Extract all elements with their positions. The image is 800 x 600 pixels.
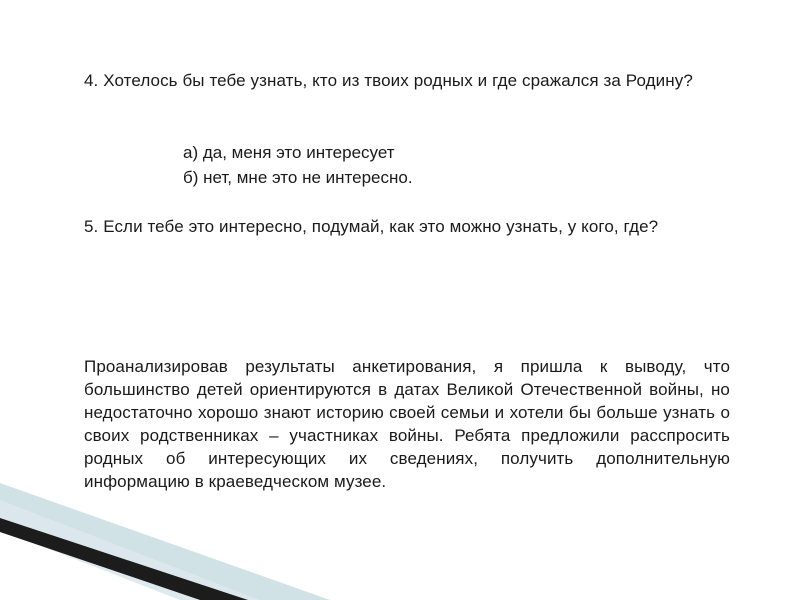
question-4: 4. Хотелось бы тебе узнать, кто из твоих родных и где сражался за Родину? (84, 71, 693, 90)
answer-option-a: а) да, меня это интересует (183, 143, 395, 162)
swoosh-light-band-2 (0, 500, 260, 600)
conclusion-paragraph: Проанализировав результаты анкетирования, я пришла к выводу, что большинство детей ориентируются в датах Великой Отечественной войны, но недостаточно хорошо знают историю своей семьи и хотели бы больше узнать о своих родственниках – участниках войны. Ребята предложили расспросить родных об интересующих их сведениях, получить дополнительную информацию в краеведческом музее. (84, 357, 730, 491)
question-5: 5. Если тебе это интересно, подумай, как это можно узнать, у кого, где? (84, 217, 659, 236)
answer-option-b: б) нет, мне это не интересно. (183, 168, 413, 187)
